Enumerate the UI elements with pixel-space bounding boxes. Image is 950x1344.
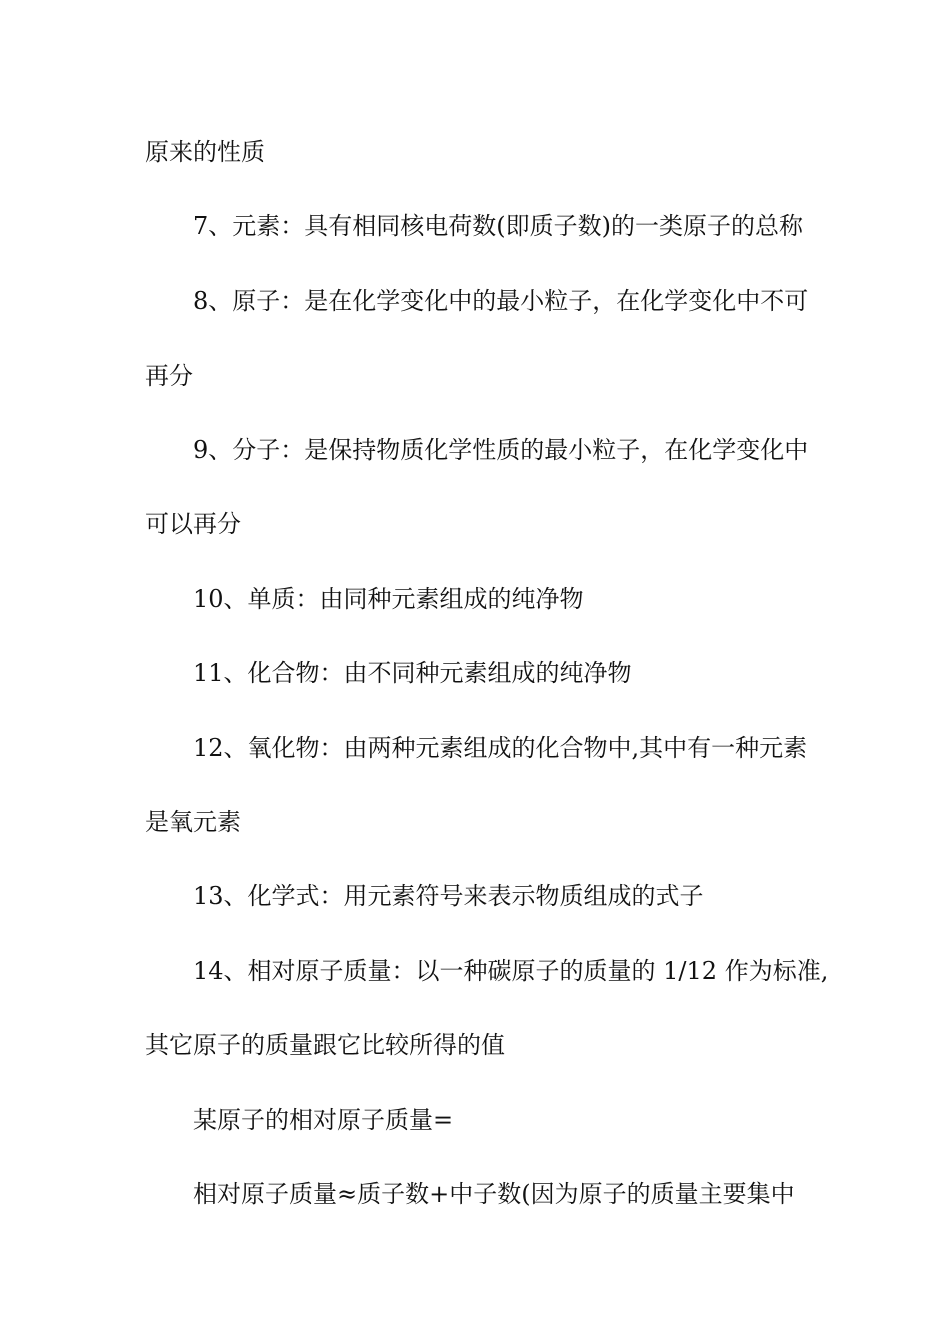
- definition-compound: 11、化合物：由不同种元素组成的纯净物: [193, 659, 632, 687]
- definition-elementary-substance: 10、单质：由同种元素组成的纯净物: [193, 585, 584, 613]
- text-line: 再分: [145, 362, 193, 390]
- definition-element: 7、元素：具有相同核电荷数(即质子数)的一类原子的总称: [193, 212, 803, 240]
- approximation-line: 相对原子质量≈质子数+中子数(因为原子的质量主要集中: [193, 1180, 795, 1208]
- formula-line: 某原子的相对原子质量=: [193, 1106, 454, 1134]
- text-line: 其它原子的质量跟它比较所得的值: [145, 1031, 505, 1059]
- definition-atom: 8、原子：是在化学变化中的最小粒子，在化学变化中不可: [193, 287, 809, 315]
- text-line: 原来的性质: [145, 138, 265, 166]
- definition-molecule: 9、分子：是保持物质化学性质的最小粒子，在化学变化中: [193, 436, 809, 464]
- definition-chemical-formula: 13、化学式：用元素符号来表示物质组成的式子: [193, 882, 704, 910]
- definition-relative-atomic-mass: 14、相对原子质量：以一种碳原子的质量的 1/12 作为标准,: [193, 957, 829, 985]
- text-line: 可以再分: [145, 510, 241, 538]
- text-line: 是氧元素: [145, 808, 241, 836]
- definition-oxide: 12、氧化物：由两种元素组成的化合物中,其中有一种元素: [193, 734, 808, 762]
